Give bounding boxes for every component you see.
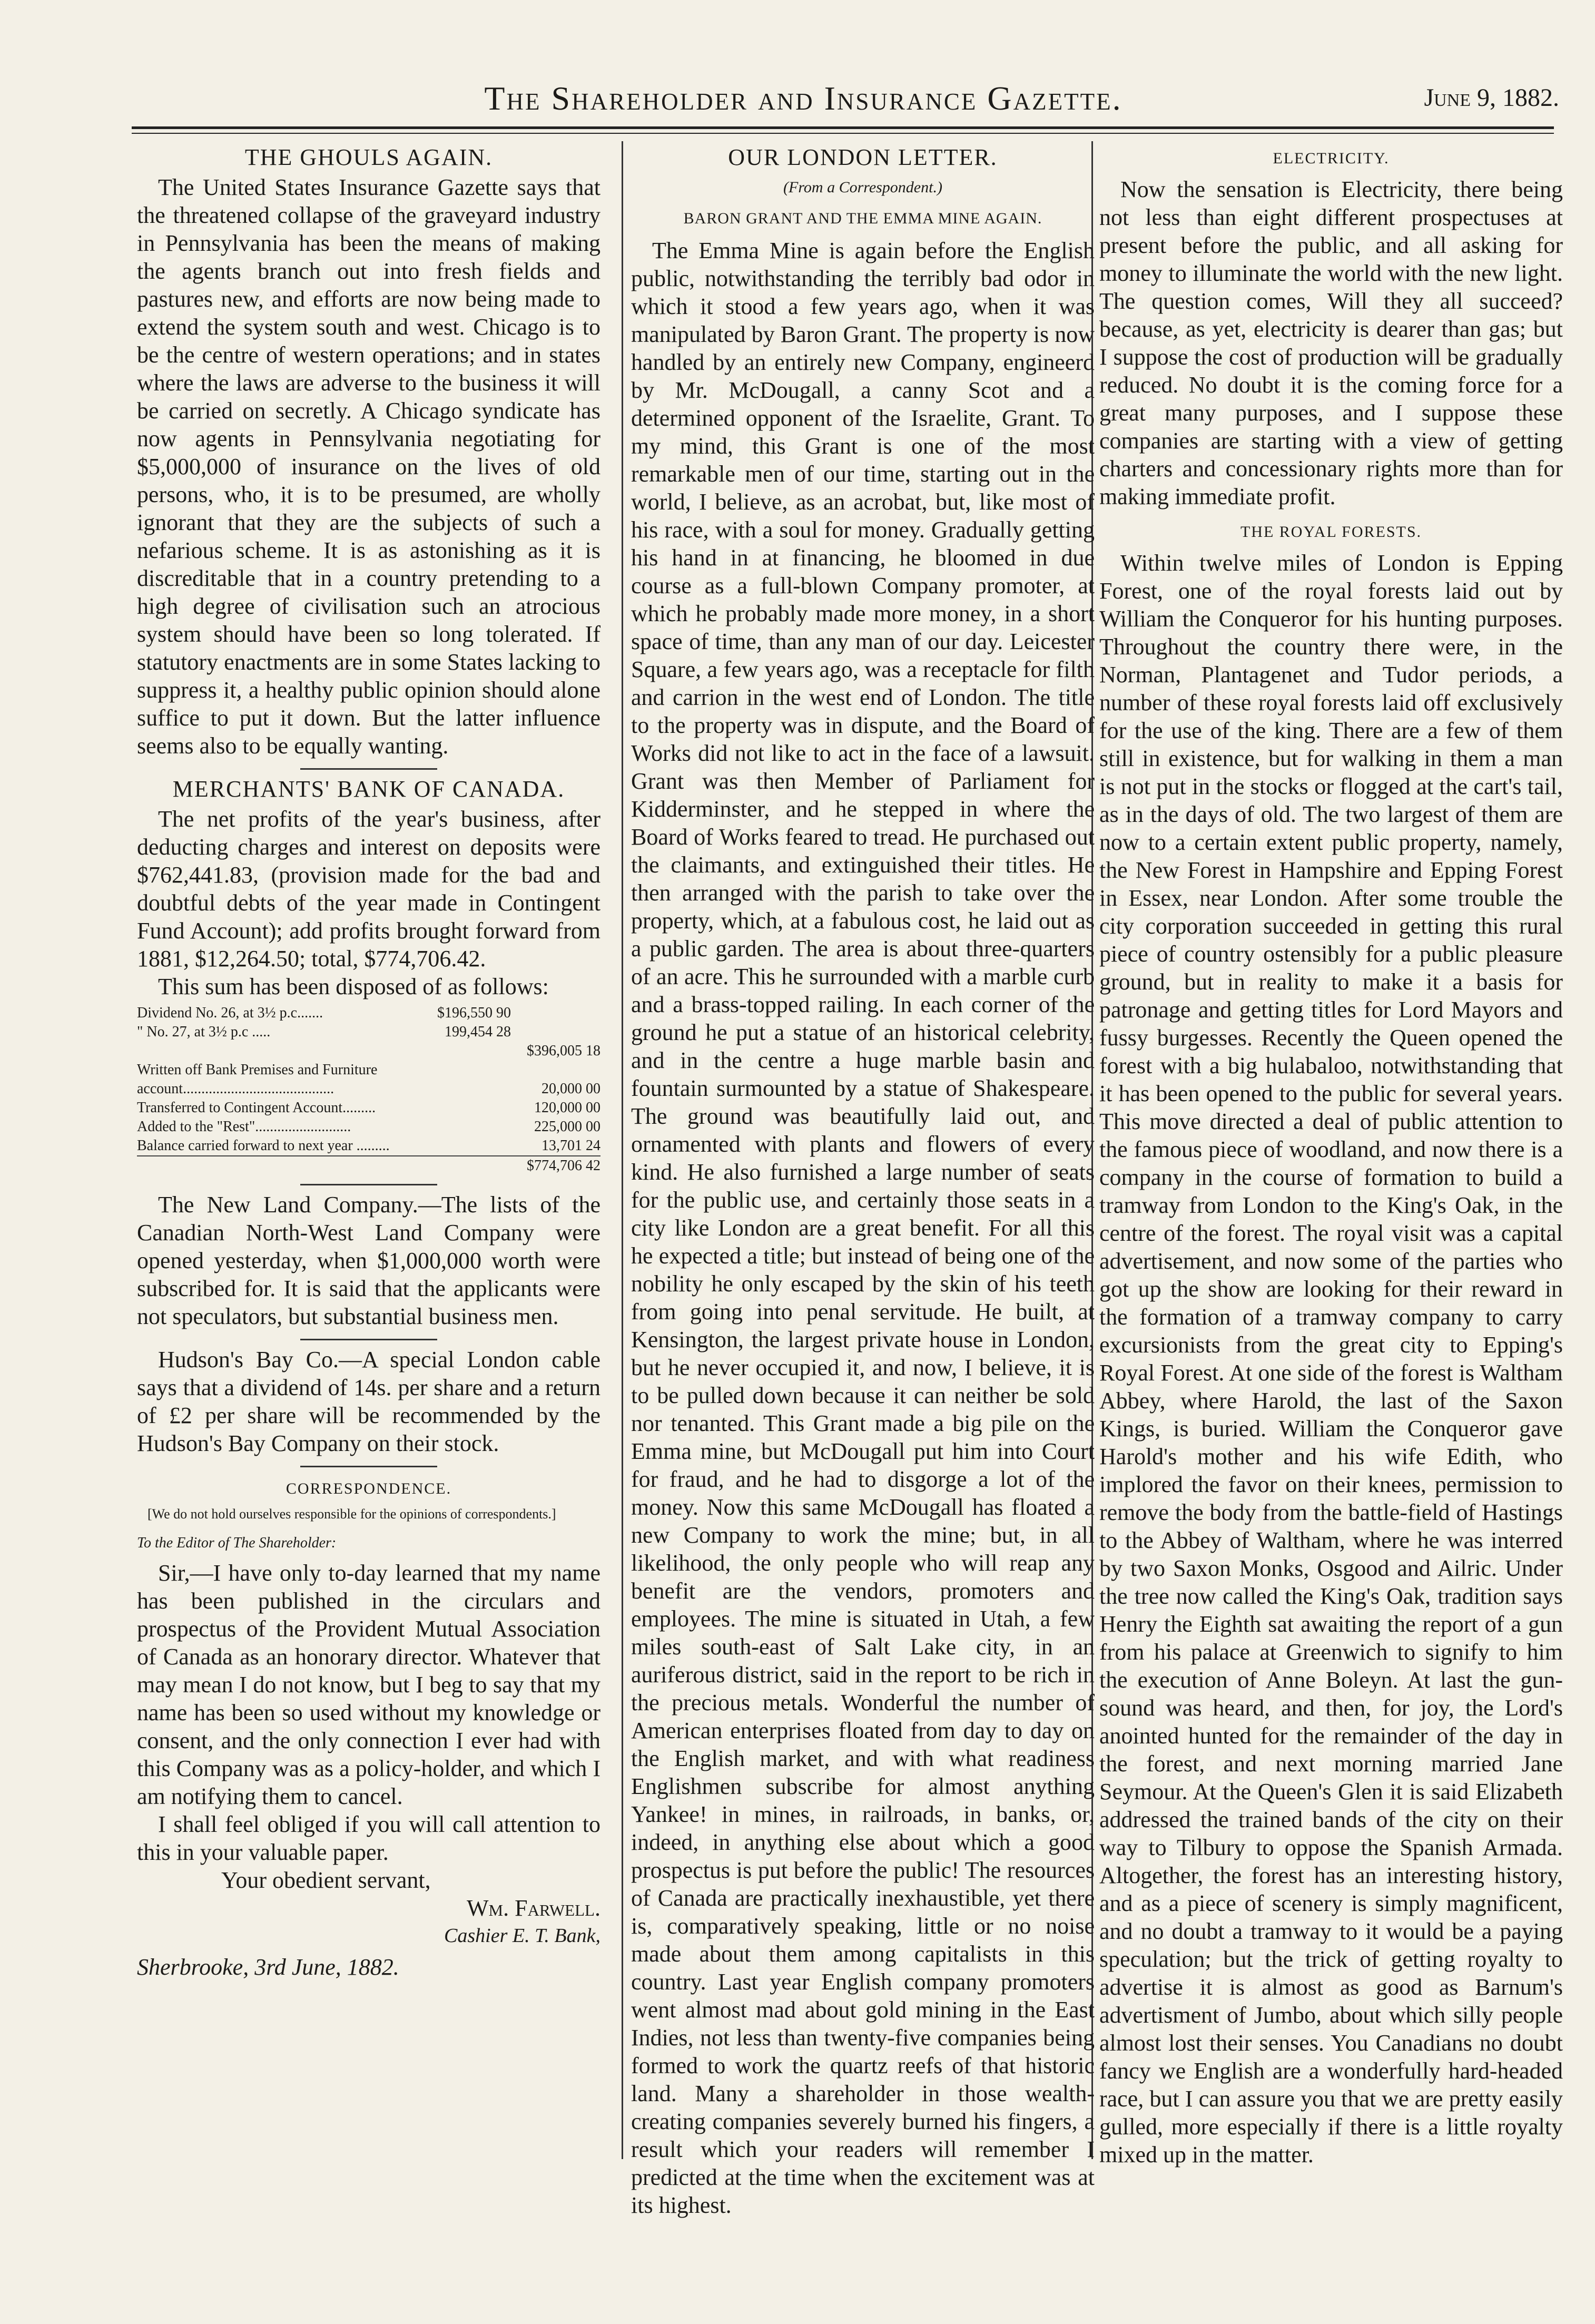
masthead bbox=[47, 79, 1559, 124]
column-divider bbox=[622, 141, 623, 2159]
article-heading: CORRESPONDENCE. bbox=[285, 1480, 452, 1497]
letter-signature-title: Cashier E. T. Bank, bbox=[444, 1925, 600, 1947]
table-cell-label: Balance carried forward to next year ......... bbox=[137, 1138, 390, 1154]
table-row bbox=[137, 1099, 600, 1117]
column-left bbox=[137, 143, 600, 1981]
editorial-note: [We do not hold ourselves responsible for the opinions of correspondents.] bbox=[147, 1506, 556, 1522]
table-cell-label: " No. 27, at 3½ p.c ..... bbox=[137, 1024, 271, 1040]
letter-address: To the Editor of The Shareholder: bbox=[137, 1535, 337, 1551]
section-rule bbox=[300, 1339, 437, 1340]
article-paragraph: Hudson's Bay Co.—A special London cable says that a dividend of 14s. per share and a return of £2 per share will be recommended by the Hudson's Bay Company on their stock. bbox=[137, 1347, 600, 1456]
table-total: $774,706 42 bbox=[511, 1156, 600, 1175]
table-cell-label: Added to the "Rest".......................... bbox=[137, 1119, 351, 1135]
financial-table bbox=[137, 1004, 600, 1175]
table-cell-sum bbox=[511, 1004, 600, 1023]
article-heading: THE ROYAL FORESTS. bbox=[1240, 523, 1422, 541]
article-byline: (From a Correspondent.) bbox=[783, 179, 942, 196]
masthead-title: The Shareholder and Insurance Gazette. bbox=[484, 80, 1123, 117]
article-paragraph: Sir,—I have only to-day learned that my name has been published in the circulars and prospectus of the Provident Mutual Association of Canada as an honorary director. Whatever that may mean I do not know, but I beg to say that my name has been so used without my knowledge or consent, and the only connection I ever had with this Company was as a policy-holder, and which I am notifying them to cancel. bbox=[137, 1560, 600, 1809]
article-paragraph: The United States Insurance Gazette says that the threatened collapse of the graveyard industry in Pennsylvania has been the means of making the agents branch out into fresh fields and pastures new, and efforts are now being made to extend the system south and west. Chicago is to be the centre of western operations; and in states where the laws are adverse to the business it will be carried on secretly. A Chicago syndicate has now agents in Pennsylvania negotiating for $5,000,000 of insurance on the lives of old persons, who, it is to be presumed, are wholly ignorant that they are the subjects of such a nefarious scheme. It is as astonishing as it is discreditable that in a country pretending to a high degree of civilisation such an atrocious system should have been so long tolerated. If statutory enactments are in some States lacking to suppress it, a healthy public opinion should alone suffice to put it down. But the latter influence seems also to be equally wanting. bbox=[137, 174, 600, 759]
article-paragraph: The net profits of the year's business, after deducting charges and interest on deposits were $762,441.83, (provision made for the bad and doubtful debts of the year made in Contingent Fund Account); add profits brought forward from 1881, $12,264.50; total, $774,706.42. bbox=[137, 806, 600, 972]
table-cell-sum bbox=[511, 1023, 600, 1042]
article-heading: THE GHOULS AGAIN. bbox=[244, 144, 493, 170]
section-rule bbox=[300, 1184, 437, 1185]
column-right bbox=[1099, 143, 1563, 2169]
header-rule bbox=[132, 126, 1554, 129]
table-cell-amount bbox=[416, 1136, 511, 1156]
table-cell-amount bbox=[416, 1042, 511, 1061]
article-subheading: BARON GRANT AND THE EMMA MINE AGAIN. bbox=[683, 210, 1042, 227]
masthead-date: June 9, 1882. bbox=[1424, 84, 1559, 112]
section-rule bbox=[300, 768, 437, 770]
column-middle bbox=[631, 143, 1095, 2219]
table-cell-label bbox=[137, 1042, 416, 1061]
article-paragraph: Now the sensation is Electricity, there being not less than eight different prospectuses at present before the public, and all asking for money to illuminate the world with the new light. The question comes, Will they all succeed? because, as yet, electricity is dearer than gas; but I suppose the cost of production will be gradually reduced. No doubt it is the coming force for a great many purposes, and I suppose these companies are starting with a view of getting charters and concessionary rights more than for making immediate profit. bbox=[1099, 176, 1563, 509]
table-row bbox=[137, 1061, 600, 1099]
section-rule bbox=[300, 1466, 437, 1467]
table-cell-label: Written off Bank Premises and Furniture account......................................... bbox=[137, 1062, 378, 1097]
table-cell-amount bbox=[416, 1099, 511, 1117]
table-row bbox=[137, 1136, 600, 1156]
article-paragraph: I shall feel obliged if you will call attention to this in your valuable paper. bbox=[137, 1811, 600, 1865]
letter-signature: Wm. Farwell. bbox=[467, 1895, 600, 1921]
table-cell-amount: 199,454 28 bbox=[445, 1024, 511, 1040]
table-row bbox=[137, 1117, 600, 1136]
article-heading: MERCHANTS' BANK OF CANADA. bbox=[172, 776, 565, 802]
table-cell-sum: 225,000 00 bbox=[534, 1119, 600, 1135]
letter-dateline: Sherbrooke, 3rd June, 1882. bbox=[137, 1954, 399, 1980]
table-cell-sum: 13,701 24 bbox=[541, 1138, 600, 1154]
table-total-row bbox=[137, 1156, 600, 1175]
article-paragraph: This sum has been disposed of as follows: bbox=[158, 974, 549, 999]
table-cell-sum: 20,000 00 bbox=[541, 1081, 600, 1097]
table-cell-sum: 120,000 00 bbox=[534, 1100, 600, 1116]
article-paragraph: The Emma Mine is again before the English public, notwithstanding the terribly bad odor in which it stood a few years ago, when it was manipulated by Baron Grant. The property is now handled by an entirely new Company, engineerd by Mr. McDougall, a canny Scot and a determined opponent of the Israelite, Grant. To my mind, this Grant is one of the most remarkable men of our time, starting out in the world, I believe, as an acrobat, but, like most of his race, with a soul for money. Gradually getting his hand in at financing, he bloomed in due course as a full-blown Company promoter, at which he probably made more money, in a short space of time, than any man of our day. Leicester Square, a few years ago, was a receptacle for filth and carrion in the west end of London. The title to the property was in dispute, and the Board of Works did not like to act in the face of a lawsuit. Grant was then Member of Parliament for Kidderminster, and he stepped in where the Board of Works feared to tread. He purchased out the claimants, and extinguished their titles. He then arranged with the parish to take over the property, which, at a fabulous cost, he laid out as a public garden. The area is about three-quarters of an acre. This he surrounded with a marble curb and a brass-topped railing. In each corner of the ground he put a statue of an historical celebrity, and in the centre a huge marble basin and fountain surmounted by a statue of Shakespeare. The ground was beautifully laid out, and ornamented with plants and flowers of every kind. He also furnished a large number of seats for the public use, and certainly those seats in a city like London are a great benefit. For all this he expected a title; but instead of being one of the nobility he only escaped by the skin of his teeth from going into penal servitude. He built, at Kensington, the largest private house in London, but he never occupied it, and now, I believe, it is to be pulled down because it can neither be sold nor tenanted. This Grant made a big pile on the Emma mine, but McDougall put him into Court for fraud, and he had to disgorge a lot of the money. Now this same McDougall has floated a new Company to work the mine; but, in all likelihood, the only people who will reap any benefit are the vendors, promoters and employees. The mine is situated in Utah, a few miles south-east of Salt Lake city, in an auriferous district, said in the report to be rich in the precious metals. Wonderful the number of American enterprises floated from day to day on the English market, and with what readiness Englishmen subscribe for almost anything Yankee! in mines, in railroads, in banks, or, indeed, in anything else about which a good prospectus is put before the public! The resources of Canada are practically inexhaustible, yet there is, comparatively speaking, little or no noise made about them among capitalists in this country. Last year English company promoters went almost mad about gold mining in the East Indies, not less than twenty-five companies being formed to work the quartz reefs of that historic land. Many a shareholder in those wealth-creating companies severely burned his fingers, a result which your readers will remember I predicted at the time when the excitement was at its highest. bbox=[631, 238, 1095, 2218]
article-paragraph: The New Land Company.—The lists of the Canadian North-West Land Company were opened yesterday, when $1,000,000 worth were subscribed for. It is said that the applicants were not speculators, but substantial business men. bbox=[137, 1192, 600, 1329]
table-cell-amount bbox=[416, 1117, 511, 1136]
table-cell-amount bbox=[416, 1061, 511, 1099]
table-row bbox=[137, 1023, 600, 1042]
article-heading: OUR LONDON LETTER. bbox=[728, 144, 998, 170]
table-cell-sum: $396,005 18 bbox=[527, 1043, 600, 1059]
letter-closing: Your obedient servant, bbox=[221, 1867, 431, 1893]
table-cell-label: Transferred to Contingent Account......... bbox=[137, 1100, 376, 1116]
article-heading: ELECTRICITY. bbox=[1273, 150, 1390, 167]
table-row bbox=[137, 1004, 600, 1023]
table-cell-label: Dividend No. 26, at 3½ p.c....... bbox=[137, 1005, 323, 1021]
header-rule-thin bbox=[132, 133, 1554, 134]
article-paragraph: Within twelve miles of London is Epping Forest, one of the royal forests laid out by William the Conqueror for his hunting purposes. Throughout the country there were, in the Norman, Plantagenet and Tudor periods, a number of these royal forests laid off exclusively for the use of the king. There are a few of them still in existence, but for walking in them a man is not put in the stocks or flogged at the cart's tail, as in the days of old. The two largest of them are now to a certain extent public property, namely, the New Forest in Hampshire and Epping Forest in Essex, near London. After some trouble the city corporation succeeded in getting this rural piece of country ostensibly for a public pleasure ground, but in reality to make it a basis for patronage and getting titles for Lord Mayors and fussy burgesses. Recently the Queen opened the forest with a big hulabaloo, notwithstanding that it has been opened to the public for several years. This move directed a deal of public attention to the famous piece of woodland, and now there is a company in the course of formation to build a tramway from London to the King's Oak, in the centre of the forest. The royal visit was a capital advertisement, and now some of the parties who got up the show are looking for their reward in the formation of a tramway company to carry excursionists from the great city to Epping's Royal Forest. At one side of the forest is Waltham Abbey, where Harold, the last of the Saxon Kings, is buried. William the Conqueror gave Harold's mother and his wife Edith, who implored the favor on their knees, permission to remove the body from the battle-field of Hastings to the Abbey of Waltham, where he was interred by two Saxon Monks, Osgood and Ailric. Under the tree now called the King's Oak, tradition says Henry the Eighth sat awaiting the report of a gun from his palace at Greenwich to signify to him the execution of Anne Boleyn. At last the gun-sound was heard, and then, for joy, the Lord's anointed hunted for the remainder of the day in the forest, and next morning married Jane Seymour. At the Queen's Glen it is said Elizabeth addressed the trained bands of the city on their way to Tilbury to oppose the Spanish Armada. Altogether, the forest has an interesting history, and as a piece of scenery is simply magnificent, and no doubt a tramway to it would be a paying speculation; but the trick of getting royalty to advertise it is almost as good as Barnum's advertisment of Jumbo, about which silly people almost lost their senses. You Canadians no doubt fancy we English are a wonderfully hard-headed race, but I can assure you that we are pretty easily gulled, more especially if there is a little royalty mixed up in the matter. bbox=[1099, 550, 1563, 2168]
table-cell-amount: $196,550 90 bbox=[437, 1005, 511, 1021]
table-row bbox=[137, 1042, 600, 1061]
